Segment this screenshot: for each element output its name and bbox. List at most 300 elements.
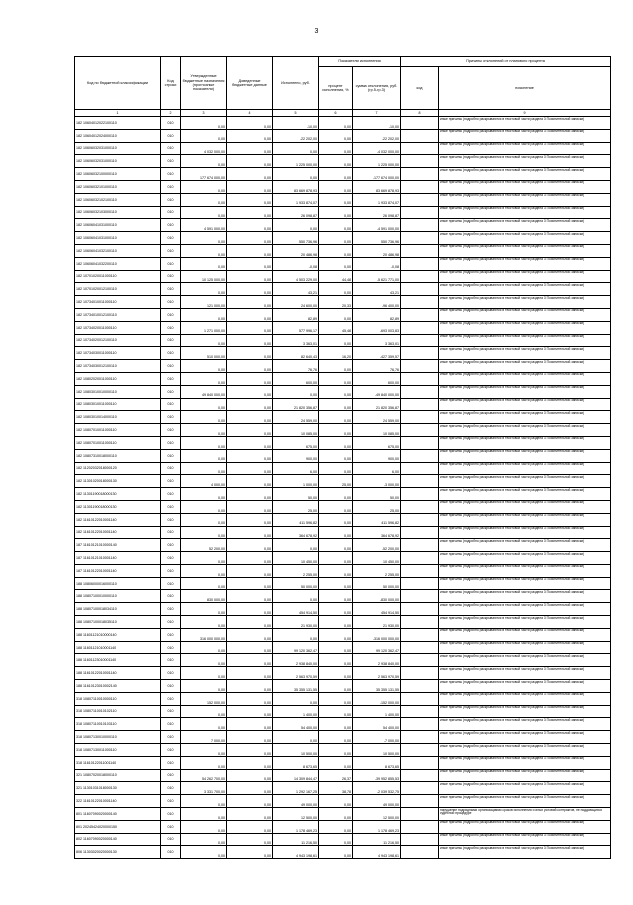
deviation-cell: 1 400,00: [353, 705, 401, 718]
reason-code-cell: [401, 795, 439, 808]
budget-code-cell: 182 10803010010000110: [75, 385, 161, 398]
budget-code-cell: 182 10803010011000110: [75, 398, 161, 411]
deviation-cell: -3 000,00: [353, 475, 401, 488]
brought-amount-cell: 0,00: [227, 308, 273, 321]
brought-amount-cell: 0,00: [227, 347, 273, 360]
deviation-cell: 26 098,87: [353, 206, 401, 219]
reason-code-cell: [401, 180, 439, 193]
executed-amount-cell: 21 820 356,87: [273, 398, 319, 411]
approved-amount-cell: 177 674 000,00: [181, 168, 227, 181]
brought-amount-cell: 0,00: [227, 193, 273, 206]
table-row: [75, 283, 611, 296]
deviation-cell: -693 003,83: [353, 321, 401, 334]
percent-cell: 0,00: [319, 820, 353, 833]
deviation-cell: 20 486,98: [353, 244, 401, 257]
deviation-cell: 6,00: [353, 462, 401, 475]
percent-cell: 0,00: [319, 334, 353, 347]
explanation-cell: иные причины (подробно раскрываются в текстовой части раздела 3 Пояснительной записки): [439, 513, 611, 526]
deviation-cell: 25,00: [353, 500, 401, 513]
line-code-cell: 010: [161, 539, 181, 552]
table-row: [75, 296, 611, 309]
budget-code-cell: 188 11601121010001140: [75, 641, 161, 654]
reason-code-cell: [401, 590, 439, 603]
deviation-cell: 50,00: [353, 488, 401, 501]
brought-amount-cell: 0,00: [227, 603, 273, 616]
explanation-cell: иные причины (подробно раскрываются в текстовой части раздела 3 Пояснительной записки): [439, 129, 611, 142]
explanation-cell: иные причины (подробно раскрываются в текстовой части раздела 3 Пояснительной записки): [439, 424, 611, 437]
approved-amount-cell: 0,00: [181, 372, 227, 385]
explanation-cell: иные причины (подробно раскрываются в текстовой части раздела 3 Пояснительной записки): [439, 270, 611, 283]
reason-code-cell: [401, 424, 439, 437]
header-line-code: Код строки: [161, 57, 181, 110]
percent-cell: 0,00: [319, 117, 353, 130]
explanation-cell: иные причины (подробно раскрываются в текстовой части раздела 3 Пояснительной записки): [439, 232, 611, 245]
explanation-cell: иные причины (подробно раскрываются в текстовой части раздела 3 Пояснительной записки): [439, 360, 611, 373]
deviation-cell: 2 563 970,59: [353, 667, 401, 680]
approved-amount-cell: 0,00: [181, 616, 227, 629]
line-code-cell: 010: [161, 641, 181, 654]
deviation-cell: -10,00: [353, 117, 401, 130]
brought-amount-cell: 0,00: [227, 296, 273, 309]
budget-code-cell: 182 11610122010001140: [75, 526, 161, 539]
executed-amount-cell: 0,00: [273, 590, 319, 603]
executed-amount-cell: 3 363,01: [273, 334, 319, 347]
line-code-cell: 010: [161, 449, 181, 462]
explanation-cell: иные причины (подробно раскрываются в текстовой части раздела 3 Пояснительной записки): [439, 616, 611, 629]
reason-code-cell: [401, 756, 439, 769]
explanation-cell: иные причины (подробно раскрываются в текстовой части раздела 3 Пояснительной записки): [439, 257, 611, 270]
approved-amount-cell: 0,00: [181, 654, 227, 667]
line-code-cell: 010: [161, 180, 181, 193]
explanation-cell: иные причины (подробно раскрываются в текстовой части раздела 3 Пояснительной записки): [439, 667, 611, 680]
explanation-cell: иные причины (подробно раскрываются в текстовой части раздела 3 Пояснительной записки): [439, 795, 611, 808]
deviation-cell: -22 202,00: [353, 129, 401, 142]
percent-cell: 0,00: [319, 705, 353, 718]
reason-code-cell: [401, 219, 439, 232]
table-row: [75, 769, 611, 782]
executed-amount-cell: 411 596,82: [273, 513, 319, 526]
deviation-cell: 10 450,00: [353, 552, 401, 565]
executed-amount-cell: 26 098,87: [273, 206, 319, 219]
budget-execution-table: [74, 56, 611, 859]
table-row: [75, 820, 611, 833]
line-code-cell: 010: [161, 308, 181, 321]
deviation-cell: 2 938 840,00: [353, 654, 401, 667]
line-code-cell: 010: [161, 244, 181, 257]
percent-cell: 20,33: [319, 296, 353, 309]
header-percent: процент исполнения, %: [319, 67, 353, 110]
percent-cell: 0,00: [319, 488, 353, 501]
brought-amount-cell: 0,00: [227, 808, 273, 821]
table-row: [75, 475, 611, 488]
brought-amount-cell: 0,00: [227, 283, 273, 296]
approved-amount-cell: 0,00: [181, 424, 227, 437]
percent-cell: 0,00: [319, 756, 353, 769]
reason-code-cell: [401, 641, 439, 654]
deviation-cell: 411 596,82: [353, 513, 401, 526]
percent-cell: 0,00: [319, 744, 353, 757]
brought-amount-cell: 0,00: [227, 475, 273, 488]
deviation-cell: 49 000,00: [353, 795, 401, 808]
percent-cell: 0,00: [319, 628, 353, 641]
reason-code-cell: [401, 577, 439, 590]
percent-cell: 0,00: [319, 244, 353, 257]
budget-code-cell: 182 10807310018000110: [75, 449, 161, 462]
executed-amount-cell: 1 292 167,25: [273, 782, 319, 795]
reason-code-cell: [401, 193, 439, 206]
table-row: [75, 654, 611, 667]
deviation-cell: -830 000,00: [353, 590, 401, 603]
header-approved: Утвержденные бюджетные назначения (прогнозные показатели): [181, 57, 227, 110]
budget-code-cell: 318 10807110010103110: [75, 718, 161, 731]
executed-amount-cell: 6,00: [273, 462, 319, 475]
executed-amount-cell: 10 450,00: [273, 552, 319, 565]
approved-amount-cell: 0,00: [181, 603, 227, 616]
approved-amount-cell: 0,00: [181, 833, 227, 846]
approved-amount-cell: 0,00: [181, 705, 227, 718]
line-code-cell: 010: [161, 718, 181, 731]
budget-code-cell: 182 10803010014000110: [75, 411, 161, 424]
table-row: [75, 641, 611, 654]
approved-amount-cell: 0,00: [181, 488, 227, 501]
line-code-cell: 010: [161, 705, 181, 718]
brought-amount-cell: 0,00: [227, 833, 273, 846]
line-code-cell: 010: [161, 654, 181, 667]
table-row: [75, 257, 611, 270]
budget-code-cell: 182 10606041031000110: [75, 219, 161, 232]
executed-amount-cell: 0,00: [273, 692, 319, 705]
reason-code-cell: [401, 372, 439, 385]
column-index-cell: 1: [75, 110, 161, 117]
column-index-cell: 2: [161, 110, 181, 117]
approved-amount-cell: 0,00: [181, 744, 227, 757]
line-code-cell: 010: [161, 577, 181, 590]
deviation-cell: 76,76: [353, 360, 401, 373]
explanation-cell: иные причины (подробно раскрываются в текстовой части раздела 3 Пояснительной записки): [439, 372, 611, 385]
table-row: [75, 500, 611, 513]
deviation-cell: -427 359,57: [353, 347, 401, 360]
executed-amount-cell: -0,08: [273, 257, 319, 270]
budget-code-cell: 182 10606041032100110: [75, 244, 161, 257]
percent-cell: 0,00: [319, 526, 353, 539]
reason-code-cell: [401, 820, 439, 833]
line-code-cell: 010: [161, 667, 181, 680]
explanation-cell: иные причины (подробно раскрываются в текстовой части раздела 3 Пояснительной записки): [439, 526, 611, 539]
approved-amount-cell: 0,00: [181, 808, 227, 821]
brought-amount-cell: 0,00: [227, 462, 273, 475]
percent-cell: 38,78: [319, 782, 353, 795]
explanation-cell: иные причины (подробно раскрываются в текстовой части раздела 3 Пояснительной записки): [439, 117, 611, 130]
approved-amount-cell: 0,00: [181, 500, 227, 513]
brought-amount-cell: 0,00: [227, 411, 273, 424]
explanation-cell: иные причины (подробно раскрываются в текстовой части раздела 3 Пояснительной записки): [439, 782, 611, 795]
deviation-cell: -0,08: [353, 257, 401, 270]
executed-amount-cell: 1 933 874,07: [273, 193, 319, 206]
deviation-cell: 364 678,92: [353, 526, 401, 539]
table-row: [75, 616, 611, 629]
reason-code-cell: [401, 270, 439, 283]
executed-amount-cell: 14 309 844,47: [273, 769, 319, 782]
executed-amount-cell: 454 914,50: [273, 603, 319, 616]
approved-amount-cell: 316 000 000,00: [181, 628, 227, 641]
budget-code-cell: 187 11610121010001140: [75, 552, 161, 565]
line-code-cell: 010: [161, 117, 181, 130]
percent-cell: 0,00: [319, 641, 353, 654]
line-code-cell: 010: [161, 782, 181, 795]
budget-code-cell: 182 10606032031000110: [75, 142, 161, 155]
approved-amount-cell: 0,00: [181, 667, 227, 680]
deviation-cell: 900,00: [353, 449, 401, 462]
percent-cell: 0,00: [319, 308, 353, 321]
deviation-cell: -4 591 000,00: [353, 219, 401, 232]
explanation-cell: иные причины (подробно раскрываются в текстовой части раздела 3 Пояснительной записки): [439, 462, 611, 475]
approved-amount-cell: 54 262 700,00: [181, 769, 227, 782]
budget-code-cell: 802 11607090020000140: [75, 833, 161, 846]
column-index-cell: 3: [181, 110, 227, 117]
budget-code-cell: 182 10701020011000110: [75, 270, 161, 283]
brought-amount-cell: 0,00: [227, 590, 273, 603]
executed-amount-cell: 0,00: [273, 539, 319, 552]
column-index-cell: 6: [319, 110, 353, 117]
brought-amount-cell: 0,00: [227, 168, 273, 181]
executed-amount-cell: 0,00: [273, 385, 319, 398]
budget-code-cell: 182 10606032100000110: [75, 168, 161, 181]
line-code-cell: 010: [161, 232, 181, 245]
brought-amount-cell: 0,00: [227, 616, 273, 629]
explanation-cell: иные причины (подробно раскрываются в текстовой части раздела 3 Пояснительной записки): [439, 193, 611, 206]
table-row: [75, 334, 611, 347]
executed-amount-cell: 600,00: [273, 372, 319, 385]
reason-code-cell: [401, 526, 439, 539]
approved-amount-cell: 0,00: [181, 526, 227, 539]
executed-amount-cell: 50,00: [273, 488, 319, 501]
deviation-cell: 1 933 874,07: [353, 193, 401, 206]
line-code-cell: 010: [161, 193, 181, 206]
approved-amount-cell: 121 000,00: [181, 296, 227, 309]
reason-code-cell: [401, 846, 439, 859]
executed-amount-cell: 12 500,00: [273, 808, 319, 821]
table-row: [75, 462, 611, 475]
reason-code-cell: [401, 475, 439, 488]
budget-code-cell: 188 10807100018034110: [75, 603, 161, 616]
budget-code-cell: 182 11301020018000130: [75, 475, 161, 488]
line-code-cell: 010: [161, 833, 181, 846]
deviation-cell: 454 914,50: [353, 603, 401, 616]
table-row: [75, 488, 611, 501]
line-code-cell: 010: [161, 385, 181, 398]
table-row: [75, 782, 611, 795]
table-row: [75, 398, 611, 411]
brought-amount-cell: 0,00: [227, 705, 273, 718]
deviation-cell: 35 355 131,55: [353, 680, 401, 693]
percent-cell: 0,00: [319, 539, 353, 552]
brought-amount-cell: 0,00: [227, 718, 273, 731]
brought-amount-cell: 0,00: [227, 744, 273, 757]
approved-amount-cell: 0,00: [181, 360, 227, 373]
reason-code-cell: [401, 398, 439, 411]
brought-amount-cell: 0,00: [227, 488, 273, 501]
explanation-cell: иные причины (подробно раскрываются в текстовой части раздела 3 Пояснительной записки): [439, 449, 611, 462]
table-row: [75, 539, 611, 552]
table-row: [75, 744, 611, 757]
reason-code-cell: [401, 564, 439, 577]
executed-amount-cell: 82,89: [273, 308, 319, 321]
table-row: [75, 347, 611, 360]
brought-amount-cell: 0,00: [227, 667, 273, 680]
deviation-cell: 600,00: [353, 372, 401, 385]
executed-amount-cell: 24 600,00: [273, 296, 319, 309]
brought-amount-cell: 0,00: [227, 680, 273, 693]
line-code-cell: 010: [161, 475, 181, 488]
percent-cell: 0,00: [319, 654, 353, 667]
budget-code-cell: 182 10734030012100110: [75, 360, 161, 373]
percent-cell: 44,48: [319, 270, 353, 283]
explanation-cell: иные причины (подробно раскрываются в текстовой части раздела 3 Пояснительной записки): [439, 846, 611, 859]
reason-code-cell: [401, 308, 439, 321]
executed-amount-cell: 2 938 840,00: [273, 654, 319, 667]
line-code-cell: 010: [161, 129, 181, 142]
explanation-cell: иные причины (подробно раскрываются в текстовой части раздела 3 Пояснительной записки): [439, 564, 611, 577]
line-code-cell: 010: [161, 756, 181, 769]
explanation-cell: иные причины (подробно раскрываются в текстовой части раздела 3 Пояснительной записки): [439, 820, 611, 833]
line-code-cell: 010: [161, 283, 181, 296]
reason-code-cell: [401, 411, 439, 424]
percent-cell: 0,00: [319, 513, 353, 526]
percent-cell: 0,00: [319, 398, 353, 411]
brought-amount-cell: 0,00: [227, 219, 273, 232]
budget-code-cell: 188 11601121010000140: [75, 628, 161, 641]
line-code-cell: 010: [161, 206, 181, 219]
brought-amount-cell: 0,00: [227, 654, 273, 667]
approved-amount-cell: 4 000,00: [181, 475, 227, 488]
line-code-cell: 010: [161, 398, 181, 411]
table-row: [75, 680, 611, 693]
deviation-cell: 12 500,00: [353, 808, 401, 821]
line-code-cell: 010: [161, 168, 181, 181]
header-reason-code: код: [401, 67, 439, 110]
approved-amount-cell: 0,00: [181, 462, 227, 475]
executed-amount-cell: 21 930,00: [273, 616, 319, 629]
line-code-cell: 010: [161, 769, 181, 782]
explanation-cell: иные причины (подробно раскрываются в текстовой части раздела 3 Пояснительной записки): [439, 500, 611, 513]
brought-amount-cell: 0,00: [227, 321, 273, 334]
reason-code-cell: [401, 808, 439, 821]
explanation-cell: иные причины (подробно раскрываются в текстовой части раздела 3 Пояснительной записки): [439, 731, 611, 744]
deviation-cell: 43,21: [353, 283, 401, 296]
percent-cell: 0,00: [319, 731, 353, 744]
column-index-cell: 7: [353, 110, 401, 117]
percent-cell: 0,00: [319, 283, 353, 296]
deviation-cell: 24 559,00: [353, 411, 401, 424]
line-code-cell: 010: [161, 436, 181, 449]
approved-amount-cell: 1 271 000,00: [181, 321, 227, 334]
table-row: [75, 552, 611, 565]
deviation-cell: 675,00: [353, 436, 401, 449]
budget-code-cell: 318 10807110010000110: [75, 692, 161, 705]
percent-cell: 25,00: [319, 475, 353, 488]
percent-cell: 0,00: [319, 436, 353, 449]
explanation-cell: нарушение подрядными организациями сроков исполнения и иных условий контрактов, не поддающихся судебной процедуре: [439, 808, 611, 821]
line-code-cell: 010: [161, 731, 181, 744]
executed-amount-cell: 83 669 878,93: [273, 180, 319, 193]
budget-code-cell: 321 11301031018000130: [75, 782, 161, 795]
budget-code-cell: 188 10807100010000110: [75, 590, 161, 603]
brought-amount-cell: 0,00: [227, 449, 273, 462]
brought-amount-cell: 0,00: [227, 334, 273, 347]
percent-cell: 0,00: [319, 577, 353, 590]
brought-amount-cell: 0,00: [227, 552, 273, 565]
deviation-cell: 10 085,00: [353, 424, 401, 437]
approved-amount-cell: 0,00: [181, 180, 227, 193]
executed-amount-cell: 11 216,50: [273, 833, 319, 846]
brought-amount-cell: 0,00: [227, 385, 273, 398]
reason-code-cell: [401, 155, 439, 168]
explanation-cell: иные причины (подробно раскрываются в текстовой части раздела 3 Пояснительной записки): [439, 168, 611, 181]
executed-amount-cell: 8 673,65: [273, 756, 319, 769]
line-code-cell: 010: [161, 321, 181, 334]
brought-amount-cell: 0,00: [227, 398, 273, 411]
explanation-cell: иные причины (подробно раскрываются в текстовой части раздела 3 Пояснительной записки): [439, 475, 611, 488]
brought-amount-cell: 0,00: [227, 539, 273, 552]
explanation-cell: иные причины (подробно раскрываются в текстовой части раздела 3 Пояснительной записки): [439, 283, 611, 296]
explanation-cell: иные причины (подробно раскрываются в текстовой части раздела 3 Пояснительной записки): [439, 628, 611, 641]
header-explanation: пояснение: [439, 67, 611, 110]
table-row: [75, 705, 611, 718]
brought-amount-cell: 0,00: [227, 372, 273, 385]
budget-code-cell: 806 11303020020000130: [75, 846, 161, 859]
approved-amount-cell: 4 591 000,00: [181, 219, 227, 232]
reason-code-cell: [401, 244, 439, 257]
reason-code-cell: [401, 539, 439, 552]
executed-amount-cell: 364 678,92: [273, 526, 319, 539]
line-code-cell: 010: [161, 142, 181, 155]
percent-cell: 0,00: [319, 500, 353, 513]
deviation-cell: -7 000,00: [353, 731, 401, 744]
explanation-cell: иные причины (подробно раскрываются в текстовой части раздела 3 Пояснительной записки): [439, 705, 611, 718]
percent-cell: 0,00: [319, 462, 353, 475]
reason-code-cell: [401, 449, 439, 462]
reason-code-cell: [401, 462, 439, 475]
table-row: [75, 129, 611, 142]
executed-amount-cell: -10,00: [273, 117, 319, 130]
budget-code-cell: 318 10807130011000110: [75, 744, 161, 757]
table-row: [75, 846, 611, 859]
deviation-cell: 1 225 000,00: [353, 155, 401, 168]
table-row: [75, 193, 611, 206]
table-row: [75, 308, 611, 321]
column-index-cell: 8: [401, 110, 439, 117]
percent-cell: 0,00: [319, 667, 353, 680]
brought-amount-cell: 0,00: [227, 641, 273, 654]
table-row: [75, 628, 611, 641]
reason-code-cell: [401, 257, 439, 270]
approved-amount-cell: 0,00: [181, 398, 227, 411]
reason-code-cell: [401, 347, 439, 360]
explanation-cell: иные причины (подробно раскрываются в текстовой части раздела 3 Пояснительной записки): [439, 155, 611, 168]
percent-cell: 0,00: [319, 219, 353, 232]
explanation-cell: иные причины (подробно раскрываются в текстовой части раздела 3 Пояснительной записки): [439, 244, 611, 257]
column-index-row: [75, 110, 611, 117]
budget-code-cell: 318 10807130010000110: [75, 731, 161, 744]
percent-cell: 0,00: [319, 372, 353, 385]
budget-code-cell: 318 10807110010102110: [75, 705, 161, 718]
brought-amount-cell: 0,00: [227, 436, 273, 449]
reason-code-cell: [401, 680, 439, 693]
brought-amount-cell: 0,00: [227, 129, 273, 142]
executed-amount-cell: 0,00: [273, 219, 319, 232]
line-code-cell: 010: [161, 513, 181, 526]
executed-amount-cell: 1 000,00: [273, 475, 319, 488]
